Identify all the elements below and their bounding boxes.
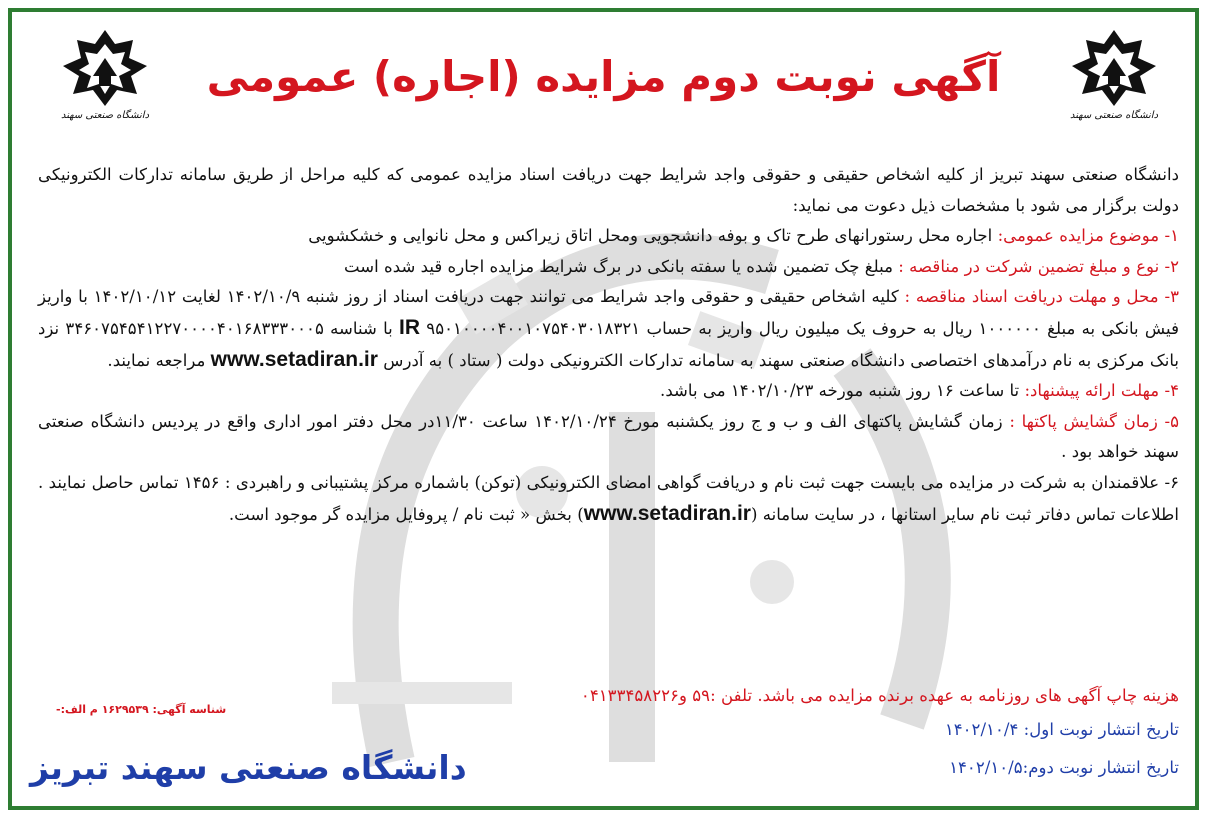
iban-prefix: IR	[399, 315, 421, 339]
item-text: با شناسه ۳۴۶۰۷۵۴۵۴۱۲۲۷۰۰۰۰۴۰۱۶۸۳۳۳۰۰۰۵ نزد بانک مرکزی به نام درآمدهای اختصاصی دانشگاه صنعتی سهند به سامانه تدارکات الکترونیکی دولت ( ستاد ) به آدرس	[38, 318, 1179, 370]
item-text: اجاره محل رستورانهای طرح تاک و بوفه دانشجویی ومحل اتاق زیراکس و محل نانوایی و خشکشویی	[308, 226, 998, 246]
item-text: ) بخش « ثبت نام / پروفایل مزایده گر موجود است.	[228, 504, 584, 524]
website-link[interactable]: www.setadiran.ir	[210, 347, 378, 371]
university-star-logo-icon	[59, 28, 151, 108]
notice-body	[38, 160, 1179, 530]
ad-id: شناسه آگهی: ۱۶۲۹۵۳۹ م الف:-	[56, 703, 227, 716]
item-label: ۳- محل و مهلت دریافت اسناد مناقصه :	[904, 287, 1179, 307]
item-label: ۱- موضوع مزایده عمومی:	[997, 226, 1179, 246]
intro-paragraph: دانشگاه صنعتی سهند تبریز از کلیه اشخاص حقیقی و حقوقی واجد شرایط جهت دریافت اسناد مزایده عمومی که کلیه مراحل از طریق سامانه تدارکات الکترونیکی دولت برگزار می شود با مشخصات ذیل دعوت می نماید:	[38, 165, 1179, 215]
item-label: ۴- مهلت ارائه پیشنهاد:	[1024, 381, 1179, 401]
item-text: کلیه اشخاص حقیقی و حقوقی واجد شرایط می توانند جهت دریافت اسناد از روز شنبه ۱۴۰۲/۱۰/۹ لغایت ۱۴۰۲/۱۰/۱۲ با واریز فیش بانکی به مبلغ ۱۰۰۰۰۰۰ ریال به حروف یک میلیون ریال واریز به حساب ۹۵۰۱۰۰۰۰۴۰۰۱۰۷۵۴۰۳۰۱۸۳۲۱	[38, 287, 1180, 338]
logo-caption: دانشگاه صنعتی سهند	[60, 110, 150, 121]
university-star-logo-icon	[1068, 28, 1160, 108]
notice-frame	[8, 8, 1199, 810]
item-guarantee	[38, 252, 1179, 283]
page-title: آگهی نوبت دوم مزایده (اجاره) عمومی	[206, 52, 1001, 101]
item-documents	[38, 282, 1179, 376]
publish-date-second: تاریخ انتشار نوبت دوم:۱۴۰۲/۱۰/۵	[949, 758, 1179, 777]
item-subject	[38, 221, 1179, 252]
item-text: مبلغ چک تضمین شده یا سفته بانکی در برگ شرایط مزایده اجاره قید شده است	[343, 256, 899, 276]
item-text: تا ساعت ۱۶ روز شنبه مورخه ۱۴۰۲/۱۰/۲۳ می باشد.	[660, 381, 1025, 401]
university-name: دانشگاه صنعتی سهند تبریز	[30, 748, 467, 787]
logo-caption: دانشگاه صنعتی سهند	[1069, 110, 1159, 121]
website-link[interactable]: www.setadiran.ir	[583, 501, 751, 525]
item-label: ۲- نوع و مبلغ تضمین شرکت در مناقصه :	[898, 256, 1179, 276]
logo-left	[42, 28, 168, 138]
item-deadline	[38, 376, 1179, 407]
logo-right	[1051, 28, 1177, 138]
item-text: مراجعه نمایند.	[107, 350, 211, 370]
item-text: ۶- علاقمندان به شرکت در مزایده می بایست جهت ثبت نام و دریافت گواهی امضای الکترونیکی (توکن) باشماره مرکز پشتیبانی و راهبردی : ۱۴۵۶ تماس حاصل نمایند . اطلاعات تماس دفاتر ثبت نام سایر استانها ، در سایت سامانه (	[38, 472, 1179, 524]
item-label: ۵- زمان گشایش پاکتها :	[1009, 411, 1179, 431]
cost-note: هزینه چاپ آگهی های روزنامه به عهده برنده مزایده می باشد. تلفن :۵۹ و۰۴۱۳۳۴۵۸۲۲۶	[580, 686, 1179, 705]
item-text: زمان گشایش پاکتهای الف و ب و ج روز یکشنبه مورخ ۱۴۰۲/۱۰/۲۴ ساعت ۱۱/۳۰در محل دفتر امور اداری واقع در پردیس دانشگاه صنعتی سهند خواهد بود .	[38, 411, 1179, 462]
item-registration	[38, 468, 1179, 530]
publish-date-first: تاریخ انتشار نوبت اول: ۱۴۰۲/۱۰/۴	[944, 720, 1179, 739]
item-opening	[38, 407, 1179, 468]
